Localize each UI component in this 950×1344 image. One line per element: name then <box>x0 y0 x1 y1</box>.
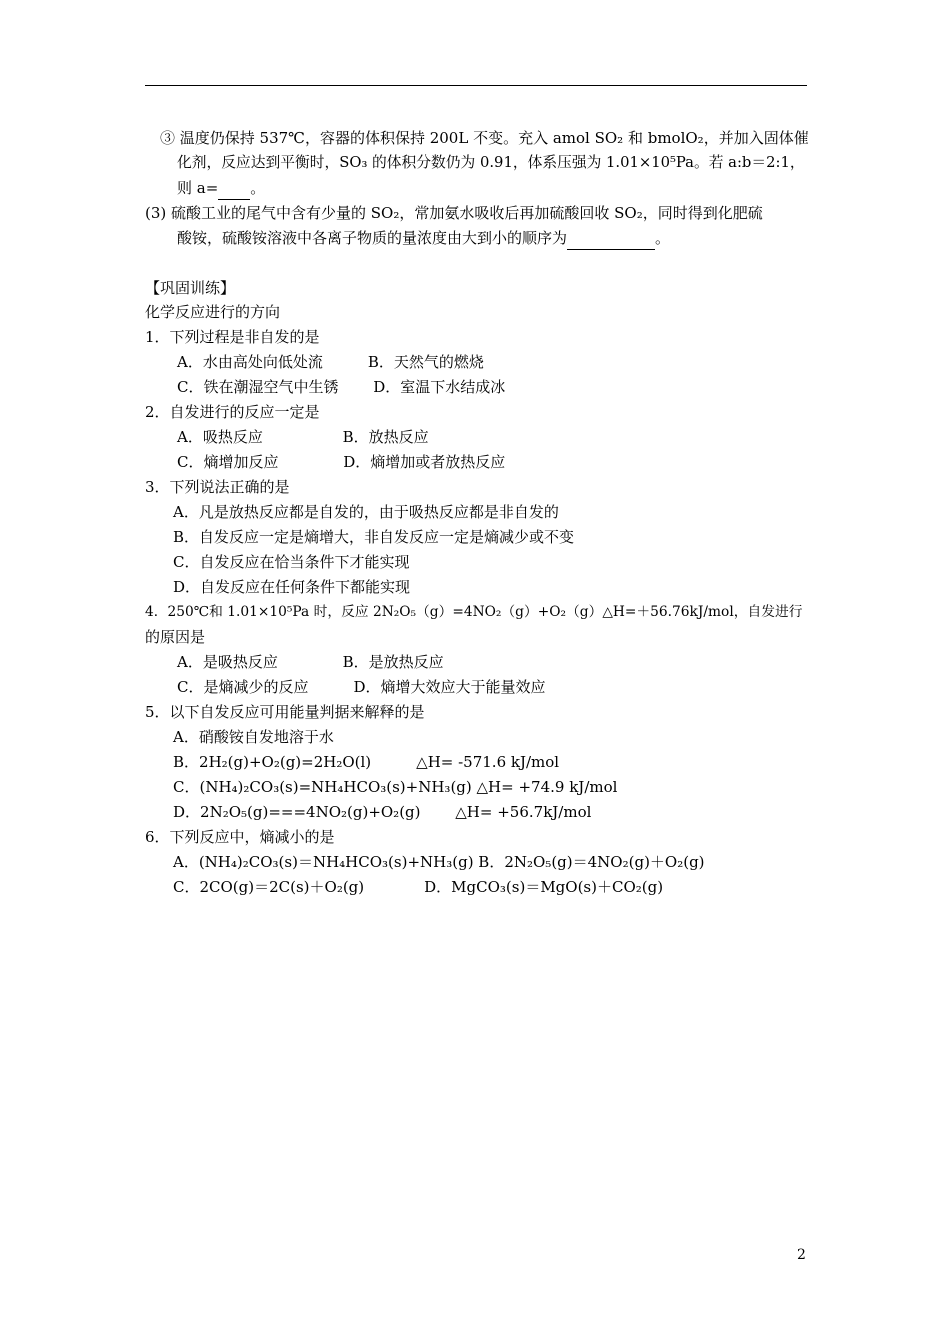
section-heading: 【巩固训练】 <box>145 279 236 297</box>
question-1-options-row1: A．水由高处向低处流 B．天然气的燃烧 <box>177 353 484 371</box>
part2-q3-prefix: 则 a= <box>177 179 219 197</box>
question-2-options-row2: C．熵增加反应 D．熵增加或者放热反应 <box>177 453 506 471</box>
part3-line2 <box>177 227 670 250</box>
question-5-option-c: C．(NH₄)₂CO₃(s)=NH₄HCO₃(s)+NH₃(g) △H= +74.9 kJ/mol <box>173 778 618 796</box>
part3-suffix: 。 <box>655 229 671 247</box>
question-2-stem: 2．自发进行的反应一定是 <box>145 403 320 421</box>
answer-blank-order <box>567 227 655 250</box>
question-3-option-d: D．自发反应在任何条件下都能实现 <box>173 578 411 596</box>
part2-q3-line1: ③ 温度仍保持 537℃，容器的体积保持 200L 不变。充入 amol SO₂ 和 bmolO₂，并加入固体催 <box>160 129 809 147</box>
question-6-options-row1: A．(NH₄)₂CO₃(s)＝NH₄HCO₃(s)+NH₃(g) B．2N₂O₅(g)＝4NO₂(g)＋O₂(g) <box>173 853 705 871</box>
question-4-stem-cont: 的原因是 <box>145 628 206 646</box>
section-subheading: 化学反应进行的方向 <box>145 303 281 321</box>
question-5-option-d: D．2N₂O₅(g)===4NO₂(g)+O₂(g) △H= +56.7kJ/mol <box>173 803 592 821</box>
page-number: 2 <box>797 1247 806 1263</box>
part2-q3-suffix: 。 <box>250 179 266 197</box>
question-5-option-a: A．硝酸铵自发地溶于水 <box>173 728 334 746</box>
answer-blank-a <box>218 177 250 200</box>
part3-line1: (3) 硫酸工业的尾气中含有少量的 SO₂，常加氨水吸收后再加硫酸回收 SO₂，同时得到化肥硫 <box>145 204 763 222</box>
part2-q3-line2: 化剂，反应达到平衡时，SO₃ 的体积分数仍为 0.91，体系压强为 1.01×10⁵Pa。若 a:b＝2:1， <box>177 154 805 171</box>
question-5-stem: 5．以下自发反应可用能量判据来解释的是 <box>145 703 425 721</box>
header-rule <box>145 85 807 86</box>
question-1-stem: 1．下列过程是非自发的是 <box>145 328 320 346</box>
part2-q3-line3 <box>177 177 265 200</box>
question-3-option-c: C．自发反应在恰当条件下才能实现 <box>173 553 410 571</box>
question-3-option-a: A．凡是放热反应都是自发的，由于吸热反应都是非自发的 <box>173 503 559 521</box>
question-6-options-row2: C．2CO(g)＝2C(s)＋O₂(g) D．MgCO₃(s)＝MgO(s)＋CO₂(g) <box>173 878 664 896</box>
question-3-stem: 3．下列说法正确的是 <box>145 478 290 496</box>
part3-prefix: 酸铵，硫酸铵溶液中各离子物质的量浓度由大到小的顺序为 <box>177 229 568 247</box>
question-4-options-row2: C．是熵减少的反应 D．熵增大效应大于能量效应 <box>177 678 546 696</box>
question-1-options-row2: C．铁在潮湿空气中生锈 D．室温下水结成冰 <box>177 378 506 396</box>
question-3-option-b: B．自发反应一定是熵增大，非自发反应一定是熵减少或不变 <box>173 528 575 546</box>
question-2-options-row1: A．吸热反应 B．放热反应 <box>177 428 429 446</box>
question-4-options-row1: A．是吸热反应 B．是放热反应 <box>177 653 444 671</box>
question-6-stem: 6．下列反应中，熵减小的是 <box>145 828 335 846</box>
question-4-stem: 4．250℃和 1.01×10⁵Pa 时，反应 2N₂O₅（g）=4NO₂（g）+O₂（g）△H=＋56.76kJ/mol，自发进行 <box>145 604 803 620</box>
question-5-option-b: B．2H₂(g)+O₂(g)=2H₂O(l) △H= -571.6 kJ/mol <box>173 753 560 771</box>
